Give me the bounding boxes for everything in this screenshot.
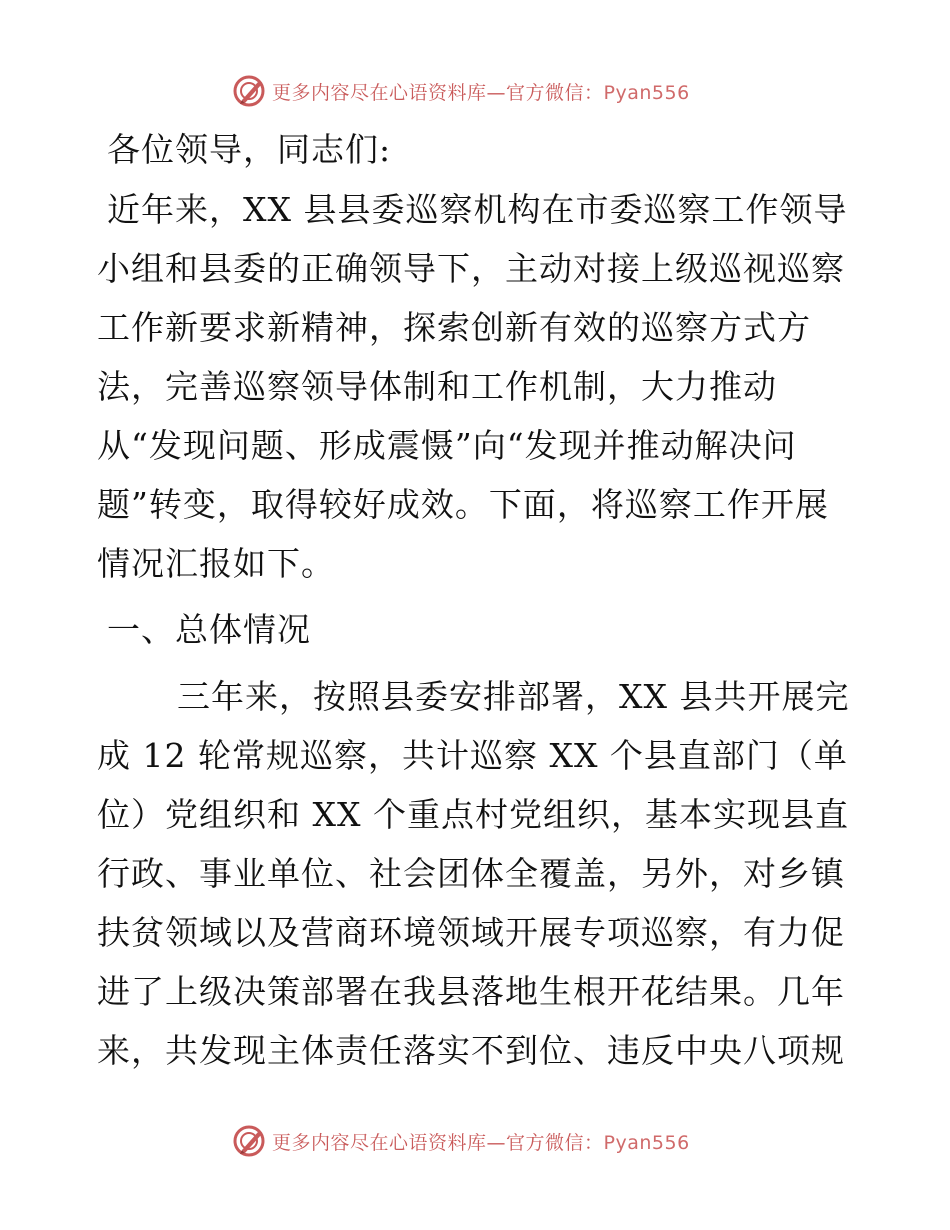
salutation: 各位领导，同志们: [107, 130, 392, 169]
paragraph-line: 三年来，按照县委安排部署，XX 县共开展完 [177, 677, 850, 716]
paragraph-line: 题”转变，取得较好成效。下面，将巡察工作开展 [97, 485, 829, 524]
pen-logo-icon [232, 1124, 266, 1158]
paragraph-line: 成 12 轮常规巡察，共计巡察 XX 个县直部门（单 [97, 736, 848, 775]
paragraph-line: 位）党组织和 XX 个重点村党组织，基本实现县直 [97, 795, 849, 834]
watermark-handle: Pyan556 [603, 1131, 690, 1154]
paragraph-line: 小组和县委的正确领导下，主动对接上级巡视巡察 [97, 249, 845, 288]
paragraph-line: 来，共发现主体责任落实不到位、违反中央八项规 [97, 1031, 845, 1070]
paragraph-line: 从“发现问题、形成震慑”向“发现并推动解决问 [97, 426, 797, 465]
paragraph-line: 近年来，XX 县县委巡察机构在市委巡察工作领导 [107, 190, 848, 229]
pen-logo-icon [232, 74, 266, 108]
watermark-text: 更多内容尽在心语资料库—官方微信：Pyan556 [272, 1131, 690, 1154]
watermark-handle: Pyan556 [603, 81, 690, 104]
paragraph-line: 法，完善巡察领导体制和工作机制，大力推动 [97, 367, 777, 406]
watermark-banner-top [232, 71, 690, 111]
paragraph-line: 行政、事业单位、社会团体全覆盖，另外，对乡镇 [97, 854, 845, 893]
paragraph-line: 情况汇报如下。 [97, 544, 335, 583]
paragraph-line: 工作新要求新精神，探索创新有效的巡察方式方 [97, 308, 811, 347]
document-body [97, 120, 857, 1080]
watermark-text: 更多内容尽在心语资料库—官方微信：Pyan556 [272, 81, 690, 104]
section-heading: 一、总体情况 [107, 610, 311, 649]
paragraph-line: 进了上级决策部署在我县落地生根开花结果。几年 [97, 972, 845, 1011]
watermark-banner-bottom [232, 1121, 690, 1161]
paragraph-line: 扶贫领域以及营商环境领域开展专项巡察，有力促 [97, 913, 845, 952]
paragraph-intro [97, 180, 857, 593]
paragraph-overview [97, 667, 857, 1080]
